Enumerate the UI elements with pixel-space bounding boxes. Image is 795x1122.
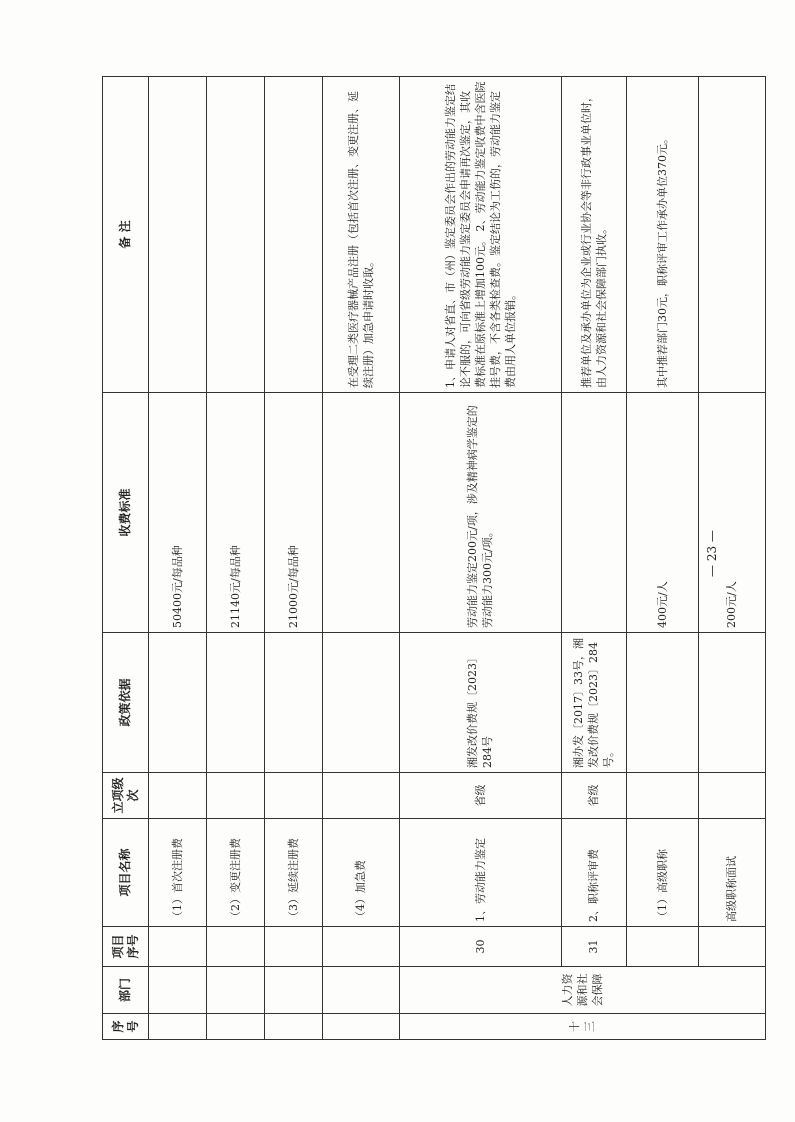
item-no-cell: 30 — [399, 927, 561, 967]
note-cell: 1、申请人对省直、市（州）鉴定委员会作出的劳动能力鉴定结论不服的，可向省级劳动能力鉴定委员会申请再次鉴定，其收费标准在原标准上增加100元。 2、劳动能力鉴定收费中含医院挂号费，不含各类检查费。鉴定结论为工伤的，劳动能力鉴定费由用人单位报销。 — [399, 77, 561, 393]
standard-cell: 21000元/每品种 — [265, 393, 323, 633]
table-row — [265, 77, 323, 1040]
note-cell: 在受理二类医疗器械产品注册（包括首次注册、变更注册、延续注册）加急申请时收取。 — [323, 77, 400, 393]
item-name-cell: （1）高级职称 — [626, 819, 698, 927]
item-name-cell: （3）延续注册费 — [265, 819, 323, 927]
table-row — [149, 77, 207, 1040]
standard-cell: 50400元/每品种 — [149, 393, 207, 633]
item-name-cell: （2）变更注册费 — [207, 819, 265, 927]
rotated-table-wrapper — [102, 77, 766, 1040]
policy-cell: 湘办发〔2017〕33号，湘发改价费规〔2023〕284号。 — [561, 633, 626, 773]
standard-cell: 200元/人 — [698, 393, 765, 633]
level-cell: 省级 — [399, 773, 561, 819]
seq-cell: 十三 — [399, 1014, 765, 1040]
item-name-cell: 2、职称评审费 — [561, 819, 626, 927]
fee-table — [102, 76, 766, 1040]
header-item-name: 项目名称 — [103, 819, 149, 927]
header-seq: 序号 — [103, 1014, 149, 1040]
item-name-cell: 高级职称面试 — [698, 819, 765, 927]
level-cell: 省级 — [561, 773, 626, 819]
header-level: 立项级次 — [103, 773, 149, 819]
header-dept: 部门 — [103, 967, 149, 1014]
standard-cell: 400元/人 — [626, 393, 698, 633]
item-name-cell: （1）首次注册费 — [149, 819, 207, 927]
table-row — [626, 77, 698, 1040]
item-name-cell: （4）加急费 — [323, 819, 400, 927]
item-no-cell: 31 — [561, 927, 626, 967]
header-row — [103, 77, 149, 1040]
dept-cell: 人力资源和社会保障 — [399, 967, 765, 1014]
table-row — [561, 77, 626, 1040]
header-item-no: 项目序号 — [103, 927, 149, 967]
header-standard: 收费标准 — [103, 393, 149, 633]
note-cell: 推荐单位及承办单位为企业或行业协会等非行政事业单位时，由人力资源和社会保障部门执收。 — [561, 77, 626, 393]
note-cell: 其中推荐部门30元，职称评审工作承办单位370元。 — [626, 77, 698, 393]
item-name-cell: 1、劳动能力鉴定 — [399, 819, 561, 927]
standard-cell: 劳动能力鉴定200元/项，涉及精神病学鉴定的劳动能力300元/项。 — [399, 393, 561, 633]
header-note: 备 注 — [103, 77, 149, 393]
page-number: — 23 — — [705, 530, 719, 577]
header-policy: 政策依据 — [103, 633, 149, 773]
table-row — [399, 77, 561, 1040]
standard-cell: 21140元/每品种 — [207, 393, 265, 633]
table-row — [207, 77, 265, 1040]
policy-cell: 湘发改价费规〔2023〕284号 — [399, 633, 561, 773]
table-row — [323, 77, 400, 1040]
